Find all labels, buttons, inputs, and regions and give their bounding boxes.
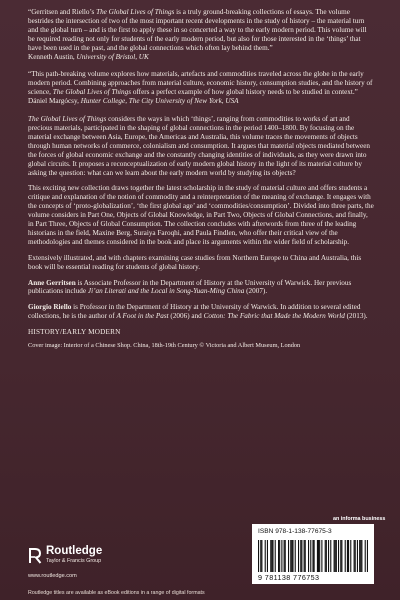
barcode-digits: 9 781138 776753 [258, 573, 320, 582]
barcode-label [252, 524, 374, 584]
editor-bio-1 [28, 279, 374, 297]
quote-text: is a truly ground-breaking collections of essays. The volume bestrides the intersection of two of the most important recent developments in the study of history – the material turn and the global turn – and is the first to apply these in so concerted a way to the early modern period. This volume will be required reading not only for students of the early modern period, but also for those interested in the ‘things’ that have been used in the past, and the global connections which often lay behind them.” [28, 8, 367, 52]
description-text: considers the ways in which ‘things’, ranging from commodities to works of art and precious materials, participated in the shaping of global connections in the period 1400–1800. By focusing on the material exchange between Asia, Europe, the Americas and Australia, this volume traces the movements of objects through human networks of commerce, colonialism and consumption. It argues that material objects mediated between the forces of global economic exchange and the constantly changing identities of individuals, as they were drawn into global circuits. It proposes a reconceptualization of early modern global history in the light of its material culture by asking the question: what can we learn about the early modern world by studying its objects? [28, 115, 370, 177]
editor-name: Giorgio Riello [28, 303, 72, 312]
quote-attribution [28, 97, 374, 106]
routledge-logo-icon [28, 546, 42, 564]
description-paragraph-2: This exciting new collection draws together the latest scholarship in the study of material culture and offers students a critique and explanation of the notion of commodity and a reinterpretation of the meaning of exchange. It engages with the concepts of ‘proto-globalization’, ‘the first global age’ and ‘commodities/consumption’. Divided into three parts, the volume considers in Part One, Objects of Global Knowledge, in Part Two, Objects of Global Connections, and finally, in Part Three, Objects of Global Consumption. The collection concludes with afterwords from three of the leading historians in the field, Maxine Berg, Suraiya Faroqhi, and Paula Findlen, who offer their critical view of the methodologies and themes considered in the book and place its arguments within the wider field of scholarship. [28, 184, 374, 246]
editor-bio-2 [28, 303, 374, 321]
editor-bio-text: (2006) and [168, 312, 204, 321]
quote-text: offers a perfect example of how global history needs to be studied in context.” [131, 88, 358, 97]
quote-book-title: The Global Lives of Things [96, 8, 175, 16]
subject-category: HISTORY/EARLY MODERN [28, 328, 121, 337]
isbn-text: ISBN 978-1-138-77675-3 [258, 528, 332, 535]
publisher-name: Routledge [46, 545, 103, 557]
quote-author: Kenneth Austin, [28, 52, 77, 61]
book-title: The Global Lives of Things [28, 115, 107, 124]
quote-affiliation: Hunter College, The City University of New York, USA [80, 97, 239, 106]
review-quote-2 [28, 70, 374, 106]
editor-book-title: A Foot in the Past [116, 312, 169, 321]
description-paragraph-3: Extensively illustrated, and with chapters examining case studies from Northern Europe to China and Australia, this book will be essential reading for students of global history. [28, 253, 362, 271]
editor-bio-text: is Associate Professor in the Department of History at the University of Warwick. Her previous publications include [28, 278, 352, 296]
quote-book-title: The Global Lives of Things [52, 88, 132, 97]
quote-attribution [28, 53, 374, 62]
barcode-icon [258, 540, 368, 572]
editor-book-title: Ji’an Literati and the Local in Song-Yuan-Ming China [87, 287, 245, 296]
quote-author: Dániel Margócsy, [28, 97, 81, 106]
informa-tagline: an informa business [333, 516, 386, 522]
publisher-footer [0, 494, 400, 600]
editor-bio-text: (2007). [244, 287, 268, 296]
quote-affiliation: University of Bristol, UK [76, 52, 149, 61]
cover-text [28, 8, 374, 357]
editor-bio-text: is Professor in the Department of History at the University of Warwick. In addition to several edited collections, he is the author of [28, 303, 361, 321]
quote-text: “Gerritsen and Riello’s [28, 8, 97, 16]
editor-name: Anne Gerritsen [28, 278, 76, 287]
editor-book-title: Cotton: The Fabric that Made the Modern World [203, 312, 345, 321]
editor-bio-text: (2013). [344, 312, 368, 321]
ebook-note: Routledge titles are available as eBook editions in a range of digital formats [28, 590, 205, 596]
description-paragraph-1 [28, 115, 374, 177]
publisher-group: Taylor & Francis Group [46, 558, 102, 564]
quote-text: “This path-breaking volume explores how materials, artefacts and commodities traveled across the globe in the early modern period. Combining approaches from material culture, economic history, consumption studies, and the history of science, [28, 70, 373, 97]
cover-image-credit: Cover image: Interior of a Chinese Shop. China, 18th-19th Century © Victoria and Albert Museum, London [28, 342, 301, 350]
review-quote-1 [28, 8, 374, 61]
publisher-url: www.routledge.com [28, 573, 77, 579]
